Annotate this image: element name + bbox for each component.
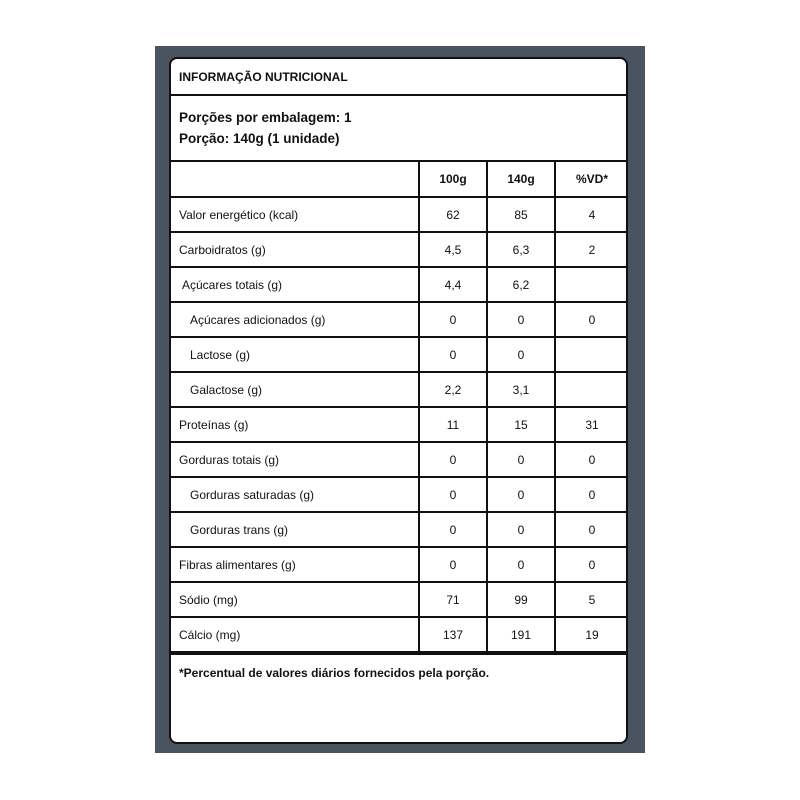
value-100g: 0 (419, 442, 487, 477)
panel-title: INFORMAÇÃO NUTRICIONAL (171, 59, 626, 96)
value-daily-percent (555, 372, 628, 407)
value-140g: 99 (487, 582, 555, 617)
value-140g: 0 (487, 302, 555, 337)
table-row (170, 197, 628, 232)
table-row (170, 582, 628, 617)
value-100g: 0 (419, 337, 487, 372)
table-row (170, 512, 628, 547)
value-100g: 2,2 (419, 372, 487, 407)
table-row (170, 617, 628, 652)
value-daily-percent: 5 (555, 582, 628, 617)
nutrient-label: Lactose (g) (170, 337, 419, 372)
servings-per-package: Porções por embalagem: 1 (179, 110, 352, 125)
value-daily-percent: 0 (555, 302, 628, 337)
table-row (170, 372, 628, 407)
nutrient-label: Carboidratos (g) (170, 232, 419, 267)
nutrient-label: Gorduras totais (g) (170, 442, 419, 477)
nutrient-label: Gorduras trans (g) (170, 512, 419, 547)
value-100g: 4,5 (419, 232, 487, 267)
nutrition-table (169, 162, 628, 653)
portion-info (171, 96, 626, 162)
value-140g: 191 (487, 617, 555, 652)
header-100g: 100g (419, 162, 487, 197)
nutrient-label: Cálcio (mg) (170, 617, 419, 652)
value-140g: 0 (487, 337, 555, 372)
header-140g: 140g (487, 162, 555, 197)
table-row (170, 477, 628, 512)
value-daily-percent: 31 (555, 407, 628, 442)
value-100g: 0 (419, 302, 487, 337)
value-100g: 0 (419, 512, 487, 547)
value-140g: 85 (487, 197, 555, 232)
table-row (170, 547, 628, 582)
nutrient-label: Açúcares adicionados (g) (170, 302, 419, 337)
header-daily-value: %VD* (555, 162, 628, 197)
table-row (170, 407, 628, 442)
value-daily-percent (555, 267, 628, 302)
value-daily-percent: 0 (555, 477, 628, 512)
value-140g: 6,3 (487, 232, 555, 267)
nutrient-label: Fibras alimentares (g) (170, 547, 419, 582)
value-140g: 6,2 (487, 267, 555, 302)
value-140g: 3,1 (487, 372, 555, 407)
nutrient-label: Galactose (g) (170, 372, 419, 407)
value-daily-percent: 4 (555, 197, 628, 232)
nutrient-label: Proteínas (g) (170, 407, 419, 442)
serving-size: Porção: 140g (1 unidade) (179, 131, 340, 146)
value-100g: 137 (419, 617, 487, 652)
table-row (170, 337, 628, 372)
header-label-cell (170, 162, 419, 197)
value-140g: 15 (487, 407, 555, 442)
value-daily-percent: 0 (555, 512, 628, 547)
value-daily-percent: 2 (555, 232, 628, 267)
value-100g: 71 (419, 582, 487, 617)
value-140g: 0 (487, 547, 555, 582)
value-140g: 0 (487, 477, 555, 512)
value-100g: 11 (419, 407, 487, 442)
nutrient-label: Açúcares totais (g) (170, 267, 419, 302)
value-100g: 0 (419, 477, 487, 512)
table-row (170, 267, 628, 302)
table-row (170, 302, 628, 337)
value-daily-percent: 0 (555, 442, 628, 477)
table-header-row (170, 162, 628, 197)
nutrient-label: Gorduras saturadas (g) (170, 477, 419, 512)
value-100g: 62 (419, 197, 487, 232)
value-daily-percent: 19 (555, 617, 628, 652)
nutrition-facts-panel (169, 57, 628, 744)
value-100g: 0 (419, 547, 487, 582)
value-140g: 0 (487, 442, 555, 477)
nutrient-label: Valor energético (kcal) (170, 197, 419, 232)
nutrient-label: Sódio (mg) (170, 582, 419, 617)
value-daily-percent (555, 337, 628, 372)
value-daily-percent: 0 (555, 547, 628, 582)
table-row (170, 442, 628, 477)
value-140g: 0 (487, 512, 555, 547)
value-100g: 4,4 (419, 267, 487, 302)
table-row (170, 232, 628, 267)
footnote: *Percentual de valores diários fornecidos pela porção. (171, 653, 626, 691)
